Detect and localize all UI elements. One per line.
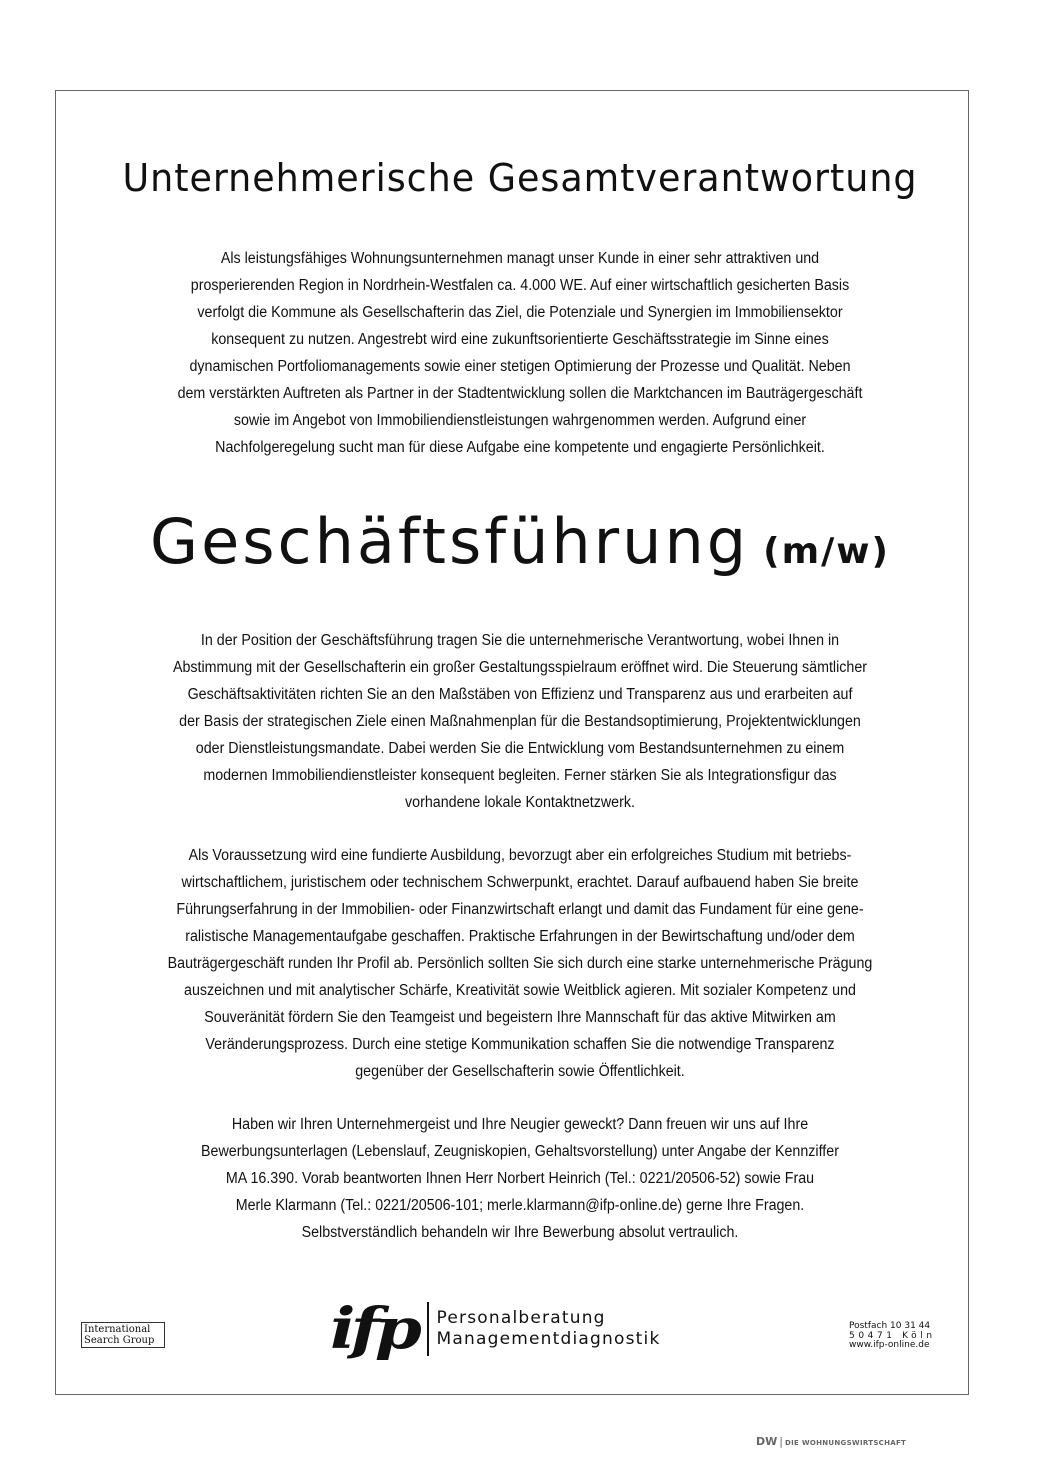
role-line: vorhandene lokale Kontaktnetzwerk.: [405, 794, 635, 811]
requirements-line: auszeichnen und mit analytischer Schärfe, Kreativität sowie Weitblick agieren. Mit sozialer Kompetenz und: [184, 982, 856, 999]
logo-tagline-line: Managementdiagnostik: [436, 1329, 661, 1349]
contact-line: Bewerbungsunterlagen (Lebenslauf, Zeugniskopien, Gehaltsvorstellung) unter Angabe der Kennziffer: [201, 1143, 839, 1160]
address-line: Postfach 10 31 44: [849, 1321, 931, 1331]
intro-line: sowie im Angebot von Immobiliendienstleistungen wahrgenommen werden. Aufgrund einer: [233, 412, 807, 429]
requirements-line: ralistische Managementaufgabe geschaffen. Praktische Erfahrungen in der Bewirtschaftung und/oder dem: [185, 928, 855, 945]
isg-line: Search Group: [84, 1335, 155, 1346]
contact-line: Selbstverständlich behandeln wir Ihre Bewerbung absolut vertraulich.: [301, 1224, 739, 1241]
intro-line: dem verstärkten Auftreten als Partner in der Stadtentwicklung sollen die Marktchancen im Bauträgergeschäft: [177, 385, 863, 402]
ifp-logo-mark: ifp: [330, 1296, 418, 1362]
website-link[interactable]: www.ifp-online.de: [849, 1340, 930, 1350]
intro-line: prosperierenden Region in Nordrhein-Westfalen ca. 4.000 WE. Auf einer wirtschaftlich gesicherten Basis: [190, 277, 850, 294]
postal-address: [849, 1322, 936, 1351]
footer-separator: |: [779, 1435, 783, 1448]
intro-line: konsequent zu nutzen. Angestrebt wird eine zukunftsorientierte Geschäftsstrategie im Sinne eines: [211, 331, 829, 348]
role-line: In der Position der Geschäftsführung tragen Sie die unternehmerische Verantwortung, wobei Ihnen in: [200, 632, 840, 649]
intro-line: Als leistungsfähiges Wohnungsunternehmen managt unser Kunde in einer sehr attraktiven und: [220, 250, 820, 267]
intro-line: Nachfolgeregelung sucht man für diese Aufgabe eine kompetente und engagierte Persönlichkeit.: [215, 439, 825, 456]
role-line: oder Dienstleistungsmandate. Dabei werden Sie die Entwicklung vom Bestandsunternehmen zu einem: [195, 740, 845, 757]
role-line: der Basis der strategischen Ziele einen Maßnahmenplan für die Bestandsoptimierung, Projektentwicklungen: [179, 713, 861, 730]
role-line: Abstimmung mit der Gesellschafterin ein großer Gestaltungsspielraum eröffnet wird. Die Steuerung sämtlicher: [172, 659, 868, 676]
publication-footer: [756, 1430, 906, 1449]
ifp-logo: [330, 1298, 661, 1360]
publication-abbr: DW: [756, 1435, 778, 1448]
publication-name: DIE WOHNUNGSWIRTSCHAFT: [784, 1439, 907, 1447]
role-line: Geschäftsaktivitäten richten Sie an den Maßstäben von Effizienz und Transparenz aus und erarbeiten auf: [187, 686, 853, 703]
isg-line: International: [84, 1324, 151, 1335]
logo-tagline-line: Personalberatung: [436, 1308, 606, 1328]
job-title: [0, 505, 1040, 578]
international-search-group-logo: [81, 1322, 165, 1348]
role-paragraph: [70, 627, 970, 816]
job-title-text: Geschäftsführung: [150, 505, 750, 578]
requirements-line: Souveränität fördern Sie den Teamgeist und begeistern Ihre Mannschaft für das aktive Mitwirken am: [204, 1009, 836, 1026]
contact-line: Haben wir Ihren Unternehmergeist und Ihre Neugier geweckt? Dann freuen wir uns auf Ihre: [231, 1116, 809, 1133]
requirements-line: Führungserfahrung in der Immobilien- oder Finanzwirtschaft erlangt und damit das Fundament für eine gene-: [176, 901, 864, 918]
role-line: modernen Immobiliendienstleister konsequent begleiten. Ferner stärken Sie als Integrationsfigur das: [203, 767, 837, 784]
intro-line: dynamischen Portfoliomanagements sowie einer stetigen Optimierung der Prozesse und Qualität. Neben: [189, 358, 851, 375]
logo-tagline: [437, 1308, 661, 1350]
requirements-line: Veränderungsprozess. Durch eine stetige Kommunikation schaffen Sie die notwendige Transparenz: [205, 1036, 835, 1053]
requirements-paragraph: [70, 842, 970, 1085]
contact-paragraph: [70, 1111, 970, 1246]
headline: Unternehmerische Gesamtverantwortung: [122, 156, 918, 200]
contact-line: Merle Klarmann (Tel.: 0221/20506-101; merle.klarmann@ifp-online.de) gerne Ihre Fragen.: [235, 1197, 805, 1214]
requirements-line: gegenüber der Gesellschafterin sowie Öffentlichkeit.: [355, 1063, 685, 1080]
job-title-suffix: (m/w): [763, 531, 890, 572]
logo-divider: [427, 1302, 429, 1356]
intro-line: verfolgt die Kommune als Gesellschafterin das Ziel, die Potenziale und Synergien im Immobiliensektor: [197, 304, 843, 321]
intro-paragraph: [70, 245, 970, 461]
contact-line: MA 16.390. Vorab beantworten Ihnen Herr Norbert Heinrich (Tel.: 0221/20506-52) sowie Frau: [225, 1170, 815, 1187]
requirements-line: Bauträgergeschäft runden Ihr Profil ab. Persönlich sollten Sie sich durch eine starke unternehmerische Prägung: [167, 955, 873, 972]
requirements-line: wirtschaftlichem, juristischem oder technischem Schwerpunkt, erachtet. Darauf aufbauend haben Sie breite: [181, 874, 859, 891]
requirements-line: Als Voraussetzung wird eine fundierte Ausbildung, bevorzugt aber ein erfolgreiches Studium mit betriebs-: [188, 847, 852, 864]
address-line: 50471 Köln: [849, 1330, 936, 1341]
